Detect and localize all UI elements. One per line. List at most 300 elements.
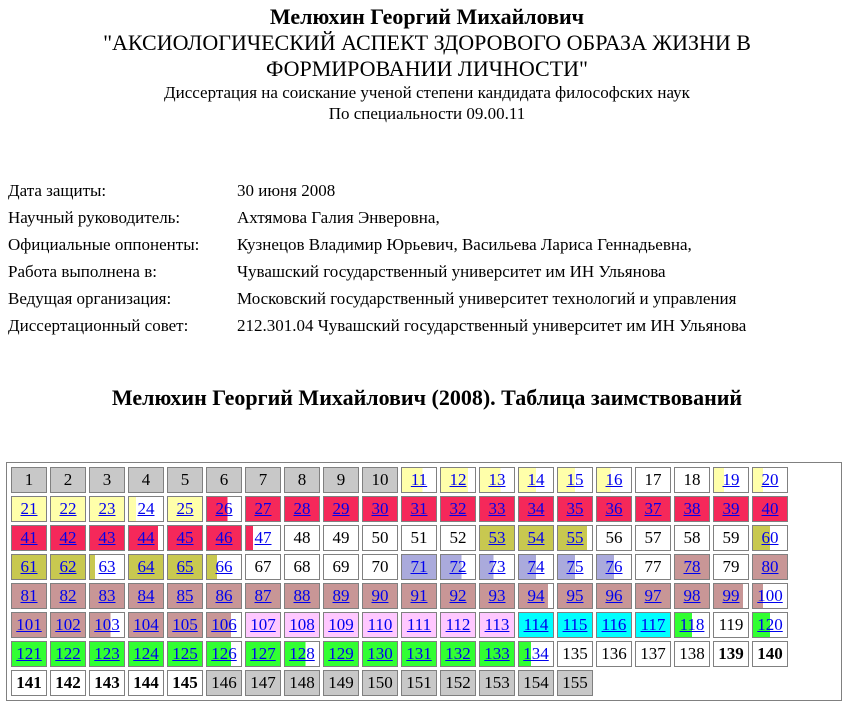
- page-cell[interactable]: [362, 612, 398, 638]
- page-cell[interactable]: [11, 525, 47, 551]
- page-link[interactable]: 95: [566, 586, 584, 605]
- page-link[interactable]: 130: [367, 644, 393, 663]
- document-header: [0, 4, 854, 124]
- page-link[interactable]: 14: [527, 470, 545, 489]
- page-link[interactable]: 33: [488, 499, 506, 518]
- grid-row: [11, 641, 788, 667]
- info-label: Официальные оппоненты:: [8, 234, 200, 254]
- borrowings-table-title: Мелюхин Георгий Михайлович (2008). Таблица заимствований: [111, 385, 743, 410]
- page-link[interactable]: 60: [761, 528, 779, 547]
- page-cell: 57: [635, 525, 671, 551]
- page-cell[interactable]: [635, 583, 671, 609]
- page-cell[interactable]: [206, 525, 242, 551]
- page-cell: 135: [557, 641, 593, 667]
- grid-row: [11, 467, 788, 493]
- empty-cell: [635, 670, 671, 696]
- page-cell: 139: [713, 641, 749, 667]
- page-cell: 10: [362, 467, 398, 493]
- page-cell[interactable]: [557, 612, 593, 638]
- page-cell: 70: [362, 554, 398, 580]
- page-cell[interactable]: [245, 612, 281, 638]
- page-cell[interactable]: [596, 554, 632, 580]
- page-link[interactable]: 45: [176, 528, 194, 547]
- page-cell: 153: [479, 670, 515, 696]
- page-cell: 52: [440, 525, 476, 551]
- page-link[interactable]: 113: [484, 615, 510, 634]
- page-cell[interactable]: [713, 583, 749, 609]
- page-cell[interactable]: [518, 496, 554, 522]
- page-cell: 69: [323, 554, 359, 580]
- info-label: Дата защиты:: [8, 180, 107, 200]
- page-link[interactable]: 103: [94, 615, 120, 634]
- page-cell[interactable]: [11, 583, 47, 609]
- page-cell: 155: [557, 670, 593, 696]
- page-cell[interactable]: [557, 554, 593, 580]
- page-link[interactable]: 63: [98, 557, 116, 576]
- page-link[interactable]: 121: [16, 644, 42, 663]
- page-link[interactable]: 76: [605, 557, 623, 576]
- page-cell[interactable]: [245, 583, 281, 609]
- page-cell[interactable]: [89, 612, 125, 638]
- info-row: [6, 231, 748, 258]
- page-cell[interactable]: [479, 467, 515, 493]
- page-cell[interactable]: [50, 641, 86, 667]
- page-link[interactable]: 36: [605, 499, 623, 518]
- page-link[interactable]: 40: [761, 499, 779, 518]
- page-cell[interactable]: [50, 496, 86, 522]
- page-cell[interactable]: [362, 496, 398, 522]
- page-cell: 152: [440, 670, 476, 696]
- page-link[interactable]: 74: [527, 557, 545, 576]
- page-link[interactable]: 116: [601, 615, 627, 634]
- page-cell[interactable]: [128, 525, 164, 551]
- page-link[interactable]: 39: [722, 499, 740, 518]
- page-link[interactable]: 25: [176, 499, 194, 518]
- page-link[interactable]: 96: [605, 586, 623, 605]
- page-cell[interactable]: [479, 496, 515, 522]
- page-cell: 141: [11, 670, 47, 696]
- page-link[interactable]: 100: [757, 586, 783, 605]
- page-cell[interactable]: [479, 554, 515, 580]
- page-cell[interactable]: [752, 496, 788, 522]
- page-cell[interactable]: [635, 612, 671, 638]
- page-cell: 6: [206, 467, 242, 493]
- page-cell[interactable]: [713, 467, 749, 493]
- grid-row: [11, 525, 788, 551]
- page-cell[interactable]: [128, 612, 164, 638]
- page-cell: 148: [284, 670, 320, 696]
- page-link[interactable]: 47: [254, 528, 272, 547]
- page-cell[interactable]: [596, 612, 632, 638]
- page-link[interactable]: 72: [449, 557, 467, 576]
- info-row: [6, 285, 748, 312]
- page-cell: 59: [713, 525, 749, 551]
- page-link[interactable]: 26: [215, 499, 233, 518]
- info-value: 212.301.04 Чувашский государственный университет им ИН Ульянова: [237, 315, 747, 335]
- page-link[interactable]: 31: [410, 499, 428, 518]
- page-cell: 2: [50, 467, 86, 493]
- page-link[interactable]: 123: [94, 644, 120, 663]
- page-link[interactable]: 65: [176, 557, 194, 576]
- page-cell: 140: [752, 641, 788, 667]
- page-cell[interactable]: [440, 554, 476, 580]
- grid-row: [11, 554, 788, 580]
- page-cell[interactable]: [440, 583, 476, 609]
- page-link[interactable]: 43: [98, 528, 116, 547]
- page-cell[interactable]: [50, 525, 86, 551]
- page-cell: 51: [401, 525, 437, 551]
- page-cell[interactable]: [284, 583, 320, 609]
- page-link[interactable]: 134: [523, 644, 549, 663]
- page-link[interactable]: 124: [133, 644, 159, 663]
- page-link[interactable]: 78: [683, 557, 701, 576]
- page-cell[interactable]: [401, 467, 437, 493]
- page-cell[interactable]: [557, 583, 593, 609]
- page-link[interactable]: 24: [137, 499, 155, 518]
- page-link[interactable]: 38: [683, 499, 701, 518]
- grid-row: [11, 496, 788, 522]
- page-cell: 48: [284, 525, 320, 551]
- page-cell[interactable]: [557, 467, 593, 493]
- page-cell: 150: [362, 670, 398, 696]
- page-cell[interactable]: [635, 496, 671, 522]
- info-row: [6, 204, 748, 231]
- page-cell[interactable]: [479, 641, 515, 667]
- page-link[interactable]: 89: [332, 586, 350, 605]
- page-cell: 147: [245, 670, 281, 696]
- page-link[interactable]: 108: [289, 615, 315, 634]
- specialty-line: По специальности 09.00.11: [328, 104, 526, 123]
- page-link[interactable]: 29: [332, 499, 350, 518]
- page-cell[interactable]: [167, 641, 203, 667]
- page-cell[interactable]: [518, 612, 554, 638]
- page-link[interactable]: 23: [98, 499, 116, 518]
- page-cell[interactable]: [596, 467, 632, 493]
- empty-cell: [674, 670, 710, 696]
- page-link[interactable]: 53: [488, 528, 506, 547]
- page-cell[interactable]: [518, 583, 554, 609]
- grid-row: [11, 612, 788, 638]
- page-link[interactable]: 84: [137, 586, 155, 605]
- page-link[interactable]: 12: [449, 470, 467, 489]
- page-link[interactable]: 114: [523, 615, 549, 634]
- page-link[interactable]: 92: [449, 586, 467, 605]
- empty-cell: [752, 670, 788, 696]
- page-cell[interactable]: [674, 583, 710, 609]
- page-cell[interactable]: [167, 612, 203, 638]
- page-cell: 77: [635, 554, 671, 580]
- page-link[interactable]: 93: [488, 586, 506, 605]
- page-cell: 137: [635, 641, 671, 667]
- page-link[interactable]: 129: [328, 644, 354, 663]
- page-cell: 119: [713, 612, 749, 638]
- page-link[interactable]: 111: [406, 615, 432, 634]
- borrowings-grid: [6, 462, 842, 701]
- dissertation-title-line2: ФОРМИРОВАНИИ ЛИЧНОСТИ": [265, 56, 589, 81]
- page-link[interactable]: 126: [211, 644, 237, 663]
- page-cell[interactable]: [89, 525, 125, 551]
- page-cell[interactable]: [479, 583, 515, 609]
- page-cell[interactable]: [128, 641, 164, 667]
- page-cell[interactable]: [518, 467, 554, 493]
- page-link[interactable]: 54: [527, 528, 545, 547]
- page-cell[interactable]: [518, 641, 554, 667]
- page-cell[interactable]: [596, 496, 632, 522]
- page-cell[interactable]: [206, 496, 242, 522]
- page-cell[interactable]: [479, 525, 515, 551]
- info-label: Ведущая организация:: [8, 288, 172, 308]
- page-cell[interactable]: [479, 612, 515, 638]
- page-cell: 138: [674, 641, 710, 667]
- page-cell[interactable]: [674, 554, 710, 580]
- page-cell[interactable]: [323, 583, 359, 609]
- page-cell: 4: [128, 467, 164, 493]
- page-cell[interactable]: [50, 612, 86, 638]
- page-link[interactable]: 133: [484, 644, 510, 663]
- page-cell: 145: [167, 670, 203, 696]
- page-link[interactable]: 86: [215, 586, 233, 605]
- page-cell[interactable]: [284, 496, 320, 522]
- info-label: Диссертационный совет:: [8, 315, 189, 335]
- empty-cell: [596, 670, 632, 696]
- page-cell[interactable]: [11, 496, 47, 522]
- page-link[interactable]: 61: [20, 557, 38, 576]
- page-cell[interactable]: [89, 583, 125, 609]
- page-cell: 68: [284, 554, 320, 580]
- page-link[interactable]: 83: [98, 586, 116, 605]
- page-link[interactable]: 28: [293, 499, 311, 518]
- info-value: 30 июня 2008: [237, 180, 336, 200]
- page-cell: 143: [89, 670, 125, 696]
- page-cell: 144: [128, 670, 164, 696]
- info-label: Научный руководитель:: [8, 207, 181, 227]
- page-cell[interactable]: [440, 496, 476, 522]
- page-cell[interactable]: [323, 641, 359, 667]
- page-link[interactable]: 117: [640, 615, 666, 634]
- page-cell[interactable]: [557, 496, 593, 522]
- page-cell[interactable]: [323, 612, 359, 638]
- page-cell[interactable]: [128, 583, 164, 609]
- page-cell[interactable]: [596, 583, 632, 609]
- grid-row: [11, 670, 788, 696]
- page-cell[interactable]: [245, 496, 281, 522]
- page-cell[interactable]: [245, 525, 281, 551]
- page-cell[interactable]: [128, 554, 164, 580]
- page-cell: 17: [635, 467, 671, 493]
- page-link[interactable]: 98: [683, 586, 701, 605]
- page-cell: 7: [245, 467, 281, 493]
- page-cell[interactable]: [440, 641, 476, 667]
- page-cell: 154: [518, 670, 554, 696]
- page-link[interactable]: 37: [644, 499, 662, 518]
- page-link[interactable]: 120: [757, 615, 783, 634]
- info-value: Кузнецов Владимир Юрьевич, Васильева Лариса Геннадьевна,: [237, 234, 692, 254]
- page-link[interactable]: 32: [449, 499, 467, 518]
- page-cell: 151: [401, 670, 437, 696]
- page-link[interactable]: 20: [761, 470, 779, 489]
- page-link[interactable]: 81: [20, 586, 38, 605]
- info-value: Московский государственный университет технологий и управления: [237, 288, 737, 308]
- page-cell: 67: [245, 554, 281, 580]
- page-cell: 8: [284, 467, 320, 493]
- page-cell[interactable]: [206, 583, 242, 609]
- page-link[interactable]: 73: [488, 557, 506, 576]
- page-cell: 58: [674, 525, 710, 551]
- page-cell: 49: [323, 525, 359, 551]
- page-cell[interactable]: [128, 496, 164, 522]
- page-cell: 9: [323, 467, 359, 493]
- page-cell[interactable]: [89, 554, 125, 580]
- page-cell: 79: [713, 554, 749, 580]
- page-cell[interactable]: [401, 583, 437, 609]
- page-cell[interactable]: [752, 525, 788, 551]
- page-link[interactable]: 105: [172, 615, 198, 634]
- page-link[interactable]: 99: [722, 586, 740, 605]
- page-link[interactable]: 55: [566, 528, 584, 547]
- page-link[interactable]: 88: [293, 586, 311, 605]
- page-link[interactable]: 112: [445, 615, 471, 634]
- info-row: [6, 258, 748, 285]
- page-link[interactable]: 66: [215, 557, 233, 576]
- page-link[interactable]: 30: [371, 499, 389, 518]
- page-cell[interactable]: [752, 612, 788, 638]
- info-value: Ахтямова Галия Энверовна,: [237, 207, 440, 227]
- page-link[interactable]: 80: [761, 557, 779, 576]
- page-link[interactable]: 118: [679, 615, 705, 634]
- page-cell[interactable]: [557, 525, 593, 551]
- author-name: Мелюхин Георгий Михайлович: [269, 4, 585, 29]
- page-cell[interactable]: [284, 641, 320, 667]
- page-cell[interactable]: [362, 641, 398, 667]
- page-cell[interactable]: [401, 612, 437, 638]
- page-cell: 136: [596, 641, 632, 667]
- page-cell[interactable]: [674, 496, 710, 522]
- page-cell[interactable]: [89, 641, 125, 667]
- page-cell[interactable]: [752, 583, 788, 609]
- page-cell: 50: [362, 525, 398, 551]
- page-link[interactable]: 41: [20, 528, 38, 547]
- page-link[interactable]: 46: [215, 528, 233, 547]
- page-link[interactable]: 102: [55, 615, 81, 634]
- page-cell[interactable]: [245, 641, 281, 667]
- page-link[interactable]: 104: [133, 615, 159, 634]
- page-cell[interactable]: [11, 641, 47, 667]
- empty-cell: [713, 670, 749, 696]
- page-link[interactable]: 94: [527, 586, 545, 605]
- page-cell[interactable]: [11, 612, 47, 638]
- page-link[interactable]: 15: [566, 470, 584, 489]
- page-link[interactable]: 85: [176, 586, 194, 605]
- page-cell[interactable]: [401, 641, 437, 667]
- page-cell[interactable]: [89, 496, 125, 522]
- page-link[interactable]: 110: [367, 615, 393, 634]
- page-cell: 56: [596, 525, 632, 551]
- page-cell: 142: [50, 670, 86, 696]
- page-link[interactable]: 19: [722, 470, 740, 489]
- page-link[interactable]: 75: [566, 557, 584, 576]
- info-row: [6, 177, 748, 204]
- page-link[interactable]: 128: [289, 644, 315, 663]
- page-cell[interactable]: [206, 612, 242, 638]
- page-cell: 3: [89, 467, 125, 493]
- page-cell[interactable]: [401, 496, 437, 522]
- page-cell[interactable]: [284, 612, 320, 638]
- page-link[interactable]: 106: [211, 615, 237, 634]
- page-link[interactable]: 107: [250, 615, 276, 634]
- page-cell[interactable]: [362, 583, 398, 609]
- page-link[interactable]: 21: [20, 499, 38, 518]
- info-row: [6, 312, 748, 339]
- page-cell[interactable]: [206, 554, 242, 580]
- page-cell: 146: [206, 670, 242, 696]
- page-link[interactable]: 132: [445, 644, 471, 663]
- page-link[interactable]: 125: [172, 644, 198, 663]
- page-cell[interactable]: [167, 554, 203, 580]
- degree-line: Диссертация на соискание ученой степени кандидата философских наук: [164, 83, 690, 102]
- page-link[interactable]: 71: [410, 557, 428, 576]
- page-cell: 1: [11, 467, 47, 493]
- page-cell[interactable]: [50, 583, 86, 609]
- page-cell[interactable]: [206, 641, 242, 667]
- info-table: [6, 177, 748, 339]
- page-cell[interactable]: [518, 525, 554, 551]
- page-link[interactable]: 90: [371, 586, 389, 605]
- page-link[interactable]: 101: [16, 615, 42, 634]
- grid-row: [11, 583, 788, 609]
- page-link[interactable]: 11: [410, 470, 428, 489]
- page-link[interactable]: 44: [137, 528, 155, 547]
- page-link[interactable]: 82: [59, 586, 77, 605]
- page-link[interactable]: 34: [527, 499, 545, 518]
- page-link[interactable]: 62: [59, 557, 77, 576]
- page-link[interactable]: 115: [562, 615, 588, 634]
- page-cell: 5: [167, 467, 203, 493]
- page-cell[interactable]: [323, 496, 359, 522]
- page-link[interactable]: 42: [59, 528, 77, 547]
- page-link[interactable]: 109: [328, 615, 354, 634]
- page-link[interactable]: 97: [644, 586, 662, 605]
- page-link[interactable]: 22: [59, 499, 77, 518]
- page-link[interactable]: 87: [254, 586, 272, 605]
- page-link[interactable]: 16: [605, 470, 623, 489]
- page-link[interactable]: 35: [566, 499, 584, 518]
- page-link[interactable]: 127: [250, 644, 276, 663]
- page-cell[interactable]: [713, 496, 749, 522]
- info-label: Работа выполнена в:: [8, 261, 157, 281]
- page-cell[interactable]: [401, 554, 437, 580]
- page-link[interactable]: 131: [406, 644, 432, 663]
- info-value: Чувашский государственный университет им ИН Ульянова: [237, 261, 666, 281]
- page-cell[interactable]: [167, 525, 203, 551]
- page-cell[interactable]: [440, 467, 476, 493]
- page-link[interactable]: 13: [488, 470, 506, 489]
- page-link[interactable]: 27: [254, 499, 272, 518]
- page-link[interactable]: 64: [137, 557, 155, 576]
- page-link[interactable]: 91: [410, 586, 428, 605]
- page-cell[interactable]: [50, 554, 86, 580]
- page-cell[interactable]: [674, 612, 710, 638]
- page-cell[interactable]: [752, 554, 788, 580]
- dissertation-title-line1: "АКСИОЛОГИЧЕСКИЙ АСПЕКТ ЗДОРОВОГО ОБРАЗА ЖИЗНИ В: [103, 30, 751, 55]
- page-cell: 18: [674, 467, 710, 493]
- page-cell[interactable]: [11, 554, 47, 580]
- page-link[interactable]: 122: [55, 644, 81, 663]
- page-cell[interactable]: [518, 554, 554, 580]
- page-cell[interactable]: [167, 496, 203, 522]
- page-cell[interactable]: [440, 612, 476, 638]
- page-cell[interactable]: [752, 467, 788, 493]
- page-cell[interactable]: [167, 583, 203, 609]
